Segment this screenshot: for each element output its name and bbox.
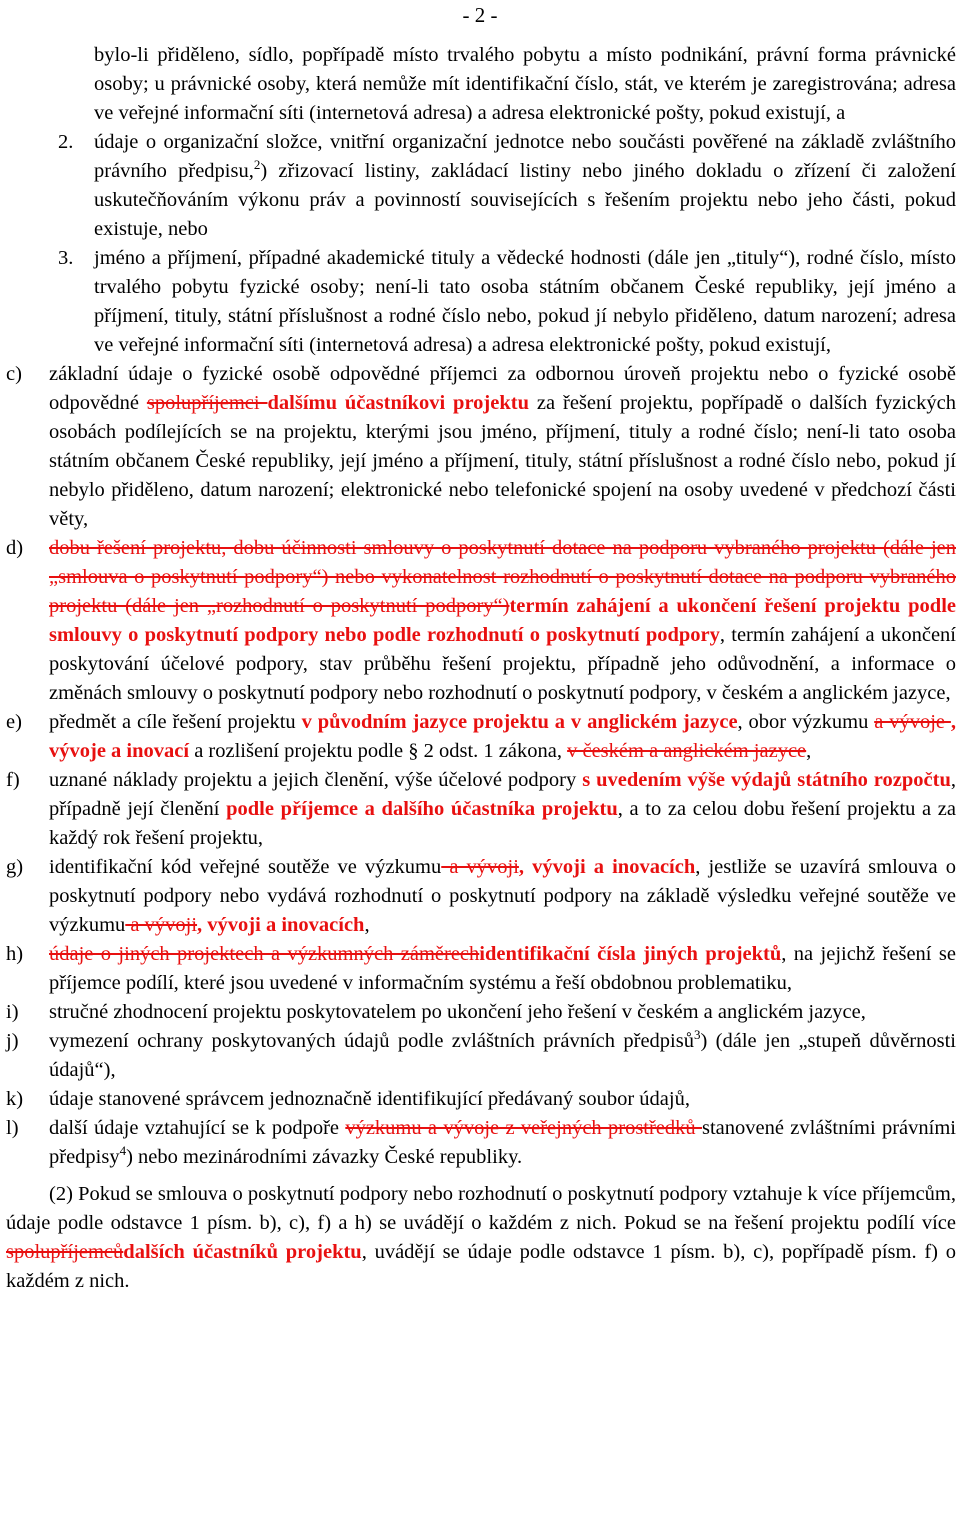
deleted-text: dobu řešení projektu, dobu účinnosti smlouvy o poskytnutí dotace na podporu vybraného projektu (dále jen „smlouva o poskytnutí podpory“) nebo vykonatelnost rozhodnutí o poskytnutí dotace na podporu vybraného projektu (dále jen „rozhodnutí o poskytnutí podpory“): [49, 537, 956, 617]
item-c: [6, 360, 956, 534]
item-label: g): [6, 856, 24, 878]
item-text: [49, 711, 956, 762]
deleted-text: spolupříjemci: [146, 392, 268, 414]
item-i: [6, 998, 956, 1027]
subitem-number: 2.: [58, 131, 74, 153]
item-text: [49, 856, 956, 936]
inserted-text: s uvedením výše výdajů státního rozpočtu: [582, 769, 951, 791]
inserted-text: termín zahájení a ukončení řešení projektu podle smlouvy o poskytnutí podpory nebo podle rozhodnutí o poskytnutí podpory: [49, 595, 956, 646]
subitem-2: [6, 128, 956, 244]
page-number: - 2 -: [462, 3, 498, 27]
item-text: [49, 1001, 866, 1023]
text-run: , na jejichž řešení se příjemce podílí, které jsou uvedené v informačním systému a řeší obdobnou problematiku,: [49, 943, 956, 994]
item-label: e): [6, 711, 22, 733]
text-run: ,: [364, 914, 370, 936]
text-run: , termín zahájení a ukončení poskytování účelové podpory, stav průběhu řešení projektu, případně jeho odůvodnění, a informace o změnách smlouvy o poskytnutí podpory nebo rozhodnutí o poskytnutí podpory, v českém a anglickém jazyce,: [49, 624, 956, 704]
item-j: [6, 1027, 956, 1085]
document-body: [6, 41, 956, 1296]
footnote-ref: 2: [253, 157, 261, 173]
item-text: [49, 1088, 690, 1110]
footnote-ref: 4: [119, 1143, 127, 1159]
text-run: ) nebo mezinárodními závazky České republiky.: [126, 1146, 523, 1168]
footnote-ref: 3: [693, 1027, 701, 1043]
deleted-text: údaje o jiných projektech a výzkumných záměrech: [49, 943, 480, 965]
subitem-1-continuation: [6, 41, 956, 128]
item-label: k): [6, 1088, 24, 1110]
inserted-text: podle příjemce a dalšího účastníka projektu: [226, 798, 618, 820]
item-label: j): [6, 1030, 19, 1052]
deleted-text: výzkumu a vývoje z veřejných prostředků: [345, 1117, 702, 1139]
deleted-text: a vývoje: [874, 711, 951, 733]
text-run: (2) Pokud se smlouva o poskytnutí podpory nebo rozhodnutí o poskytnutí podpory vztahuje k více příjemcům, údaje podle odstavce 1 písm. b), c), f) a h) se uvádějí o každém z nich. Pokud se na řešení projektu podílí více: [6, 1183, 956, 1234]
text-run: bylo-li přiděleno, sídlo, popřípadě místo trvalého pobytu a místo podnikání, právní forma právnické osoby; u právnické osoby, která nemůže mít identifikační číslo, stát, ve kterém je zaregistrována; adresa ve veřejné informační síti (internetová adresa) a adresa elektronické pošty, pokud existují, a: [94, 44, 956, 124]
text-run: , a to za celou dobu řešení projektu a za každý rok řešení projektu,: [49, 798, 957, 849]
text-run: stanovené zvláštními právními předpisy: [49, 1117, 956, 1168]
item-e: [6, 708, 956, 766]
item-k: [6, 1085, 956, 1114]
text-run: za řešení projektu, popřípadě o dalších fyzických osobách podílejících se na projektu, kterými jsou jméno, příjmení, tituly a rodné číslo; není-li tato osoba státním občanem České republiky, její jméno a příjmení, tituly, státní příslušnost a rodné číslo nebo, pokud jí nebylo přiděleno, datum narození; elektronické nebo telefonické spojení na osoby uvedené v předchozí části věty,: [49, 392, 956, 530]
item-text: [49, 1117, 956, 1168]
item-h: [6, 940, 956, 998]
item-label: h): [6, 943, 24, 965]
text-run: další údaje vztahující se k podpoře: [49, 1117, 346, 1139]
text-run: předmět a cíle řešení projektu: [49, 711, 302, 733]
item-label: c): [6, 363, 22, 385]
item-text: [49, 363, 956, 530]
inserted-text: v původním jazyce projektu a v anglickém jazyce: [301, 711, 738, 733]
text-run: základní údaje o fyzické osobě odpovědné příjemci za odbornou úroveň projektu nebo o fyzické osobě odpovědné: [49, 363, 956, 414]
text-run: , uvádějí se údaje podle odstavce 1 písm. b), c), popřípadě písm. f) o každém z nich.: [6, 1241, 956, 1292]
deleted-text: a vývoji: [125, 914, 198, 936]
inserted-text: dalšímu účastníkovi projektu: [267, 392, 529, 414]
subitem-number: 3.: [58, 247, 74, 269]
item-text: [49, 537, 956, 704]
text-run: ,: [806, 740, 812, 762]
inserted-text: identifikační čísla jiných projektů: [479, 943, 782, 965]
text-run: , obor výzkumu: [737, 711, 875, 733]
inserted-text: , vývoje a inovací: [49, 711, 956, 762]
text-run: uznané náklady projektu a jejich členění, výše účelové podpory: [49, 769, 583, 791]
item-text: [49, 1027, 956, 1081]
inserted-text: dalších účastníků projektu: [123, 1241, 362, 1263]
item-label: d): [6, 537, 24, 559]
text-run: vymezení ochrany poskytovaných údajů podle zvláštních právních předpisů: [49, 1030, 694, 1052]
text-run: identifikační kód veřejné soutěže ve výzkumu: [49, 856, 442, 878]
text-run: ) (dále jen „stupeň důvěrnosti údajů“),: [49, 1030, 956, 1081]
item-f: [6, 766, 956, 853]
inserted-text: , vývoji a inovacích: [518, 856, 696, 878]
deleted-text: a vývoji: [441, 856, 519, 878]
item-d: [6, 534, 956, 708]
item-label: l): [6, 1117, 19, 1139]
text-run: údaje stanovené správcem jednoznačně identifikující předávaný soubor údajů,: [49, 1088, 690, 1110]
item-l: [6, 1114, 956, 1172]
deleted-text: spolupříjemců: [6, 1241, 124, 1263]
text-run: stručné zhodnocení projektu poskytovatelem po ukončení jeho řešení v českém a anglickém jazyce,: [49, 1001, 866, 1023]
subitem-3: [6, 244, 956, 360]
subitem-text: [94, 247, 956, 356]
text-run: , případně její členění: [49, 769, 956, 820]
text-run: údaje o organizační složce, vnitřní organizační jednotce nebo součásti pověřené na základě zvláštního právního předpisu,: [94, 131, 956, 182]
item-label: i): [6, 1001, 19, 1023]
text-run: ) zřizovací listiny, zakládací listiny nebo jiného dokladu o zřízení či založení uskutečňováním výkonu práv a povinností souvisejících s řešením projektu nebo jeho části, pokud existuje, nebo: [94, 160, 956, 240]
subitem-text: [94, 131, 956, 240]
item-text: [49, 943, 956, 994]
inserted-text: , vývoji a inovacích: [197, 914, 365, 936]
item-g: [6, 853, 956, 940]
item-text: [49, 769, 956, 849]
text-run: jméno a příjmení, případné akademické tituly a vědecké hodnosti (dále jen „tituly“), rodné číslo, místo trvalého pobytu fyzické osoby; není-li tato osoba státním občanem České republiky, její jméno a příjmení, tituly, státní příslušnost a rodné číslo nebo, pokud jí nebylo přiděleno, datum narození; adresa ve veřejné informační síti (internetová adresa) a adresa elektronické pošty, pokud existují,: [94, 247, 956, 356]
text-run: , jestliže se uzavírá smlouva o poskytnutí podpory nebo vydává rozhodnutí o poskytnutí podpory na základě výsledku veřejné soutěže ve výzkumu: [49, 856, 956, 936]
deleted-text: v českém a anglickém jazyce: [567, 740, 807, 762]
paragraph-2: [6, 1180, 956, 1296]
item-label: f): [6, 769, 20, 791]
text-run: a rozlišení projektu podle § 2 odst. 1 zákona,: [189, 740, 568, 762]
